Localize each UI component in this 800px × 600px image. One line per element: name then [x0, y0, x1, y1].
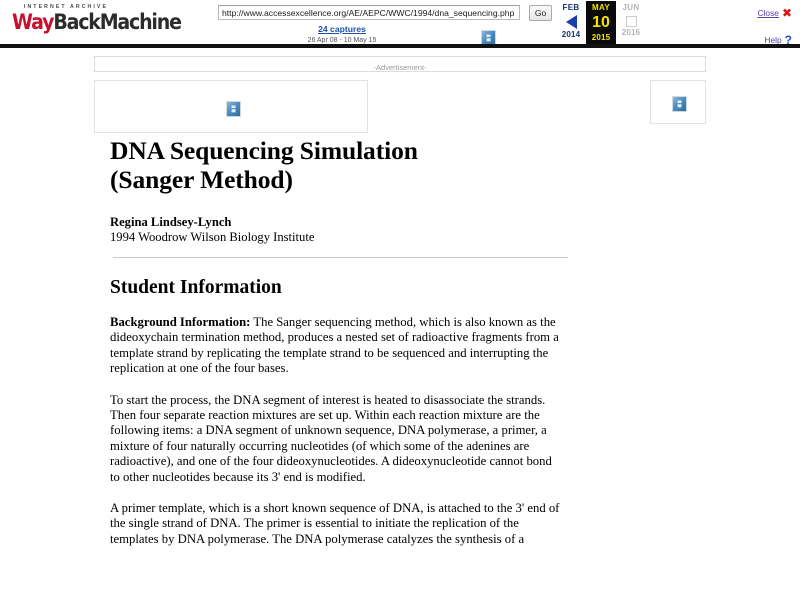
section-heading: Student Information: [110, 277, 282, 298]
paragraph-background-information: [110, 315, 562, 377]
date-nav-current-month: MAY: [592, 3, 610, 12]
paragraph-primer-template: A primer template, which is a short known sequence of DNA, is attached to the 3' end of the single strand of DNA. The primer is essential to initiate the replication of the templates by DNA polymerase. The DNA polymerase catalyzes the synthesis of a: [110, 501, 560, 546]
date-nav-previous-month: FEB: [562, 3, 580, 12]
close-icon[interactable]: ✖: [781, 5, 792, 20]
background-information-text: The Sanger sequencing method, which is also known as the dideoxychain termination method, produces a nested set of radioactive fragments from a template strand by replicating the template strand to be sequenced and interrupting the replication at one of the four bases.: [110, 315, 559, 376]
date-nav-next-year: 2016: [621, 28, 641, 37]
broken-image-icon: [481, 30, 496, 46]
close-toolbar-button[interactable]: [757, 4, 792, 20]
page-title-line-1: DNA Sequencing Simulation: [110, 136, 418, 165]
internet-archive-label: INTERNET ARCHIVE: [23, 4, 109, 10]
wayback-machine-logo[interactable]: [12, 3, 181, 37]
wordmark-machine: Machine: [99, 9, 181, 35]
wayback-machine-toolbar: [0, 0, 800, 48]
empty-square-icon: [626, 16, 637, 27]
advertisement-slot-left[interactable]: [94, 80, 368, 133]
author-block: [110, 215, 570, 245]
wayback-machine-wordmark: [12, 9, 181, 35]
author-name: Regina Lindsey-Lynch: [110, 215, 232, 229]
wordmark-way: Way: [12, 9, 54, 35]
captures-date-range: 26 Apr 08 - 10 May 15: [307, 37, 377, 44]
date-nav-next-month: JUN: [622, 3, 640, 12]
url-bar-group: [218, 5, 556, 22]
captures-group: [262, 24, 422, 45]
background-information-label: Background Information:: [110, 315, 251, 329]
wordmark-back: Back: [53, 9, 100, 35]
advertisement-label-box: [94, 56, 706, 72]
broken-image-icon: [672, 96, 687, 112]
document-content: [110, 136, 570, 547]
date-nav-current[interactable]: [586, 1, 616, 45]
broken-image-icon: [226, 101, 241, 117]
help-label: Help: [764, 34, 782, 45]
horizontal-divider: [113, 257, 568, 258]
date-nav-previous[interactable]: [556, 1, 586, 45]
advertisement-zone: [0, 48, 800, 136]
date-nav-current-day: 10: [592, 14, 610, 31]
help-button[interactable]: [764, 31, 792, 47]
date-nav-next: [616, 1, 646, 45]
date-navigator: [556, 1, 646, 45]
go-button[interactable]: Go: [529, 5, 552, 21]
close-label: Close: [757, 7, 779, 18]
question-mark-icon[interactable]: ?: [784, 32, 792, 47]
advertisement-label: -Advertisement-: [373, 63, 427, 72]
date-nav-previous-year: 2014: [561, 30, 581, 39]
captures-count-link[interactable]: 24 captures: [318, 24, 366, 34]
advertisement-slot-right[interactable]: [650, 80, 706, 124]
page-title-line-2: (Sanger Method): [110, 165, 293, 194]
paragraph-process-overview: To start the process, the DNA segment of interest is heated to disassociate the strands. Then four separate reaction mixtures are set up. Within each reaction mixture are the following items: a DNA segment of unknown sequence, DNA polymerase, a primer, a mixture of four naturally occurring nucleotides (of which some of the adenines are radioactive), and one of the four dideoxynucleotides. A dideoxynucleotide cannot bond to other nucleotides because its 3' end is modified.: [110, 392, 552, 484]
date-nav-current-year: 2015: [591, 33, 611, 42]
author-affiliation: 1994 Woodrow Wilson Biology Institute: [110, 230, 315, 244]
archived-page: [0, 48, 800, 547]
url-input[interactable]: [218, 5, 520, 20]
page-title: [110, 136, 570, 194]
arrow-left-icon[interactable]: [566, 15, 577, 29]
